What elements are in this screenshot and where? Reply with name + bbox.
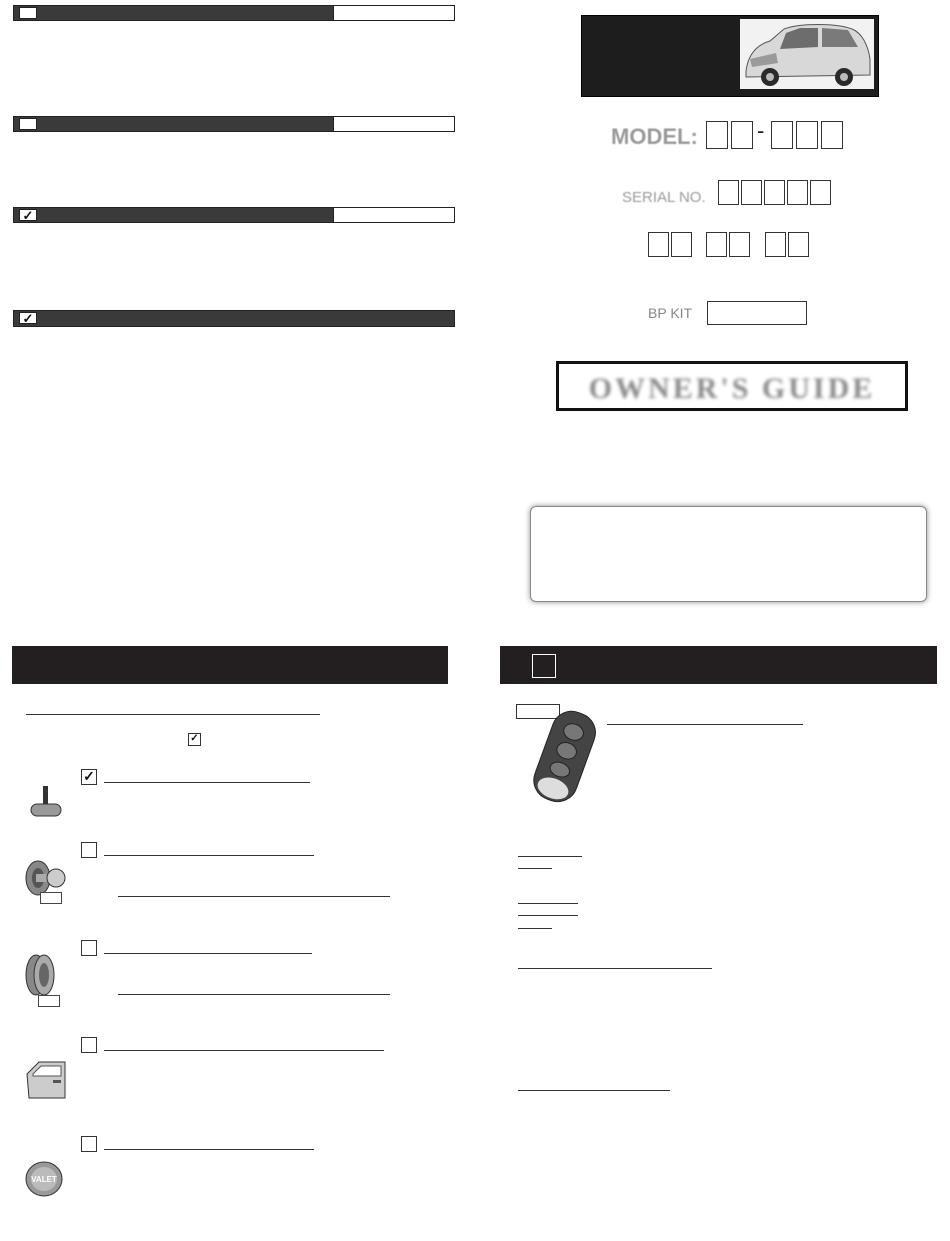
- model-digit-3[interactable]: [771, 121, 793, 149]
- date-digit-4[interactable]: [729, 232, 750, 257]
- section-bar-2-field: [333, 117, 454, 131]
- date-digit-3[interactable]: [706, 232, 727, 257]
- section-checkbox-2[interactable]: [19, 118, 37, 130]
- right-line-5: [518, 928, 552, 929]
- bp-kit-field[interactable]: [707, 301, 807, 325]
- car-image-icon: [740, 19, 874, 89]
- model-digit-1[interactable]: [706, 121, 728, 149]
- option-line-3: [104, 953, 312, 954]
- car-photo: [740, 19, 874, 89]
- option-line-4: [104, 1050, 384, 1051]
- right-line-1: [518, 856, 582, 857]
- right-line-3: [518, 903, 578, 904]
- left-panel-header: [12, 646, 448, 684]
- bp-kit-label: BP KIT: [648, 305, 693, 321]
- right-line-6: [518, 968, 712, 969]
- option-checkbox-1[interactable]: ✓: [81, 769, 97, 785]
- left-intro-line: [26, 714, 320, 715]
- option-checkbox-2[interactable]: [81, 842, 97, 858]
- cylinder-position-label: [38, 995, 60, 1007]
- section-checkbox-3[interactable]: ✓: [19, 209, 37, 221]
- key-fob-remote-icon: [518, 708, 608, 813]
- right-line-7: [518, 1090, 670, 1091]
- valet-button-icon: [24, 1160, 64, 1203]
- right-header-checkbox[interactable]: [532, 654, 556, 678]
- model-separator: -: [757, 118, 765, 143]
- serial-digit-4[interactable]: [787, 180, 808, 205]
- option-line-5: [104, 1149, 314, 1150]
- date-digit-6[interactable]: [788, 232, 809, 257]
- owners-guide-title-box: [556, 361, 908, 411]
- section-checkbox-4[interactable]: ✓: [19, 312, 37, 324]
- right-line-4: [518, 915, 578, 916]
- car-door-icon: [25, 1060, 67, 1105]
- section-bar-1-field: [333, 6, 454, 20]
- section-bar-3-field: [333, 208, 454, 222]
- model-label: MODEL:: [611, 124, 698, 149]
- right-line-2: [518, 868, 552, 869]
- date-digit-5[interactable]: [765, 232, 786, 257]
- date-digit-1[interactable]: [648, 232, 669, 257]
- serial-digit-5[interactable]: [810, 180, 831, 205]
- section-bar-4: [13, 310, 455, 327]
- section-bar-1: [13, 5, 455, 21]
- option-checkbox-5[interactable]: [81, 1136, 97, 1152]
- serial-digit-2[interactable]: [741, 180, 762, 205]
- model-digit-5[interactable]: [821, 121, 843, 149]
- section-checkbox-1[interactable]: [19, 7, 37, 19]
- model-digit-2[interactable]: [731, 121, 753, 149]
- serial-digit-3[interactable]: [764, 180, 785, 205]
- model-digit-4[interactable]: [796, 121, 818, 149]
- option-checkbox-3[interactable]: [81, 940, 97, 956]
- legend-check-box: ✓: [188, 733, 201, 746]
- option-checkbox-4[interactable]: [81, 1037, 97, 1053]
- section-bar-2: [13, 116, 455, 132]
- section-bar-3: [13, 207, 455, 223]
- option-line-2: [104, 855, 314, 856]
- option-line-1: [104, 782, 310, 783]
- svg-text:VALET: VALET: [31, 1175, 57, 1184]
- notice-box: [530, 506, 927, 602]
- remote-title-line: [607, 724, 803, 725]
- right-panel-header: [500, 646, 937, 684]
- serial-label: SERIAL NO.: [622, 189, 706, 206]
- option-subline-2: [118, 896, 390, 897]
- key-position-label: [40, 892, 62, 904]
- date-digit-2[interactable]: [671, 232, 692, 257]
- serial-digit-1[interactable]: [718, 180, 739, 205]
- owners-guide-title: OWNER'S GUIDE: [588, 372, 876, 405]
- antenna-icon: [28, 784, 64, 825]
- option-subline-3: [118, 994, 390, 995]
